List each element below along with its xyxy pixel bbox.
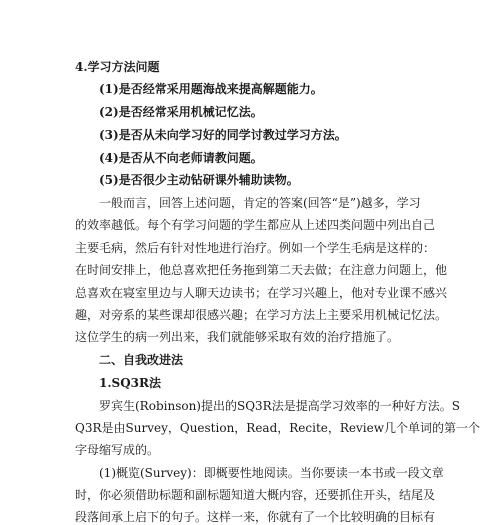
question-item-2: (2)是否经常采用机械记忆法。 <box>99 105 263 119</box>
question-item-1: (1)是否经常采用题海战来提高解题能力。 <box>99 82 323 96</box>
paragraph-line: 段落间承上启下的句子。这样一来，你就有了一个比较明确的目标有 <box>75 510 436 524</box>
paragraph-line: 这位学生的病一列出来，我们就能够采取有效的治疗措施了。 <box>75 330 400 344</box>
paragraph-line: Q3R是由Survey，Question，Read，Recite，Review几个单词的第一个 <box>75 421 481 435</box>
paragraph-line: 罗宾生(Robinson)提出的SQ3R法是提高学习效率的一种好方法。S <box>99 399 460 413</box>
question-item-3: (3)是否从未向学习好的同学讨教过学习方法。 <box>99 128 347 142</box>
section-heading-4: 4.学习方法问题 <box>75 60 160 74</box>
paragraph-line: 字母缩写成的。 <box>75 443 160 457</box>
paragraph-line: 的效率越低。每个有学习问题的学生都应从上述四类问题中列出自己 <box>75 218 436 232</box>
paragraph-line: 总喜欢在寝室里边与人聊天边读书；在学习兴趣上，他对专业课不感兴 <box>75 286 448 300</box>
paragraph-line: (1)概览(Survey)：即概要性地阅读。当你要读一本书或一段文章 <box>99 466 444 480</box>
paragraph-line: 一般而言，回答上述问题，肯定的答案(回答“是”)越多，学习 <box>99 196 421 210</box>
subsection-heading-sq3r: 1.SQ3R法 <box>99 376 161 390</box>
question-item-4: (4)是否从不向老师请教问题。 <box>99 151 263 165</box>
question-item-5: (5)是否很少主动钻研课外辅助读物。 <box>99 173 299 187</box>
paragraph-line: 趣，对旁系的某些课却很感兴趣；在学习方法上主要采用机械记忆法。 <box>75 308 448 322</box>
paragraph-line: 时，你必须借助标题和副标题知道大概内容，还要抓住开头，结尾及 <box>75 488 436 502</box>
section-heading-2: 二、自我改进法 <box>99 353 184 367</box>
paragraph-line: 在时间安排上，他总喜欢把任务拖到第二天去做；在注意力问题上，他 <box>75 263 448 277</box>
paragraph-line: 主要毛病，然后有针对性地进行治疗。例如一个学生毛病是这样的： <box>75 241 436 255</box>
